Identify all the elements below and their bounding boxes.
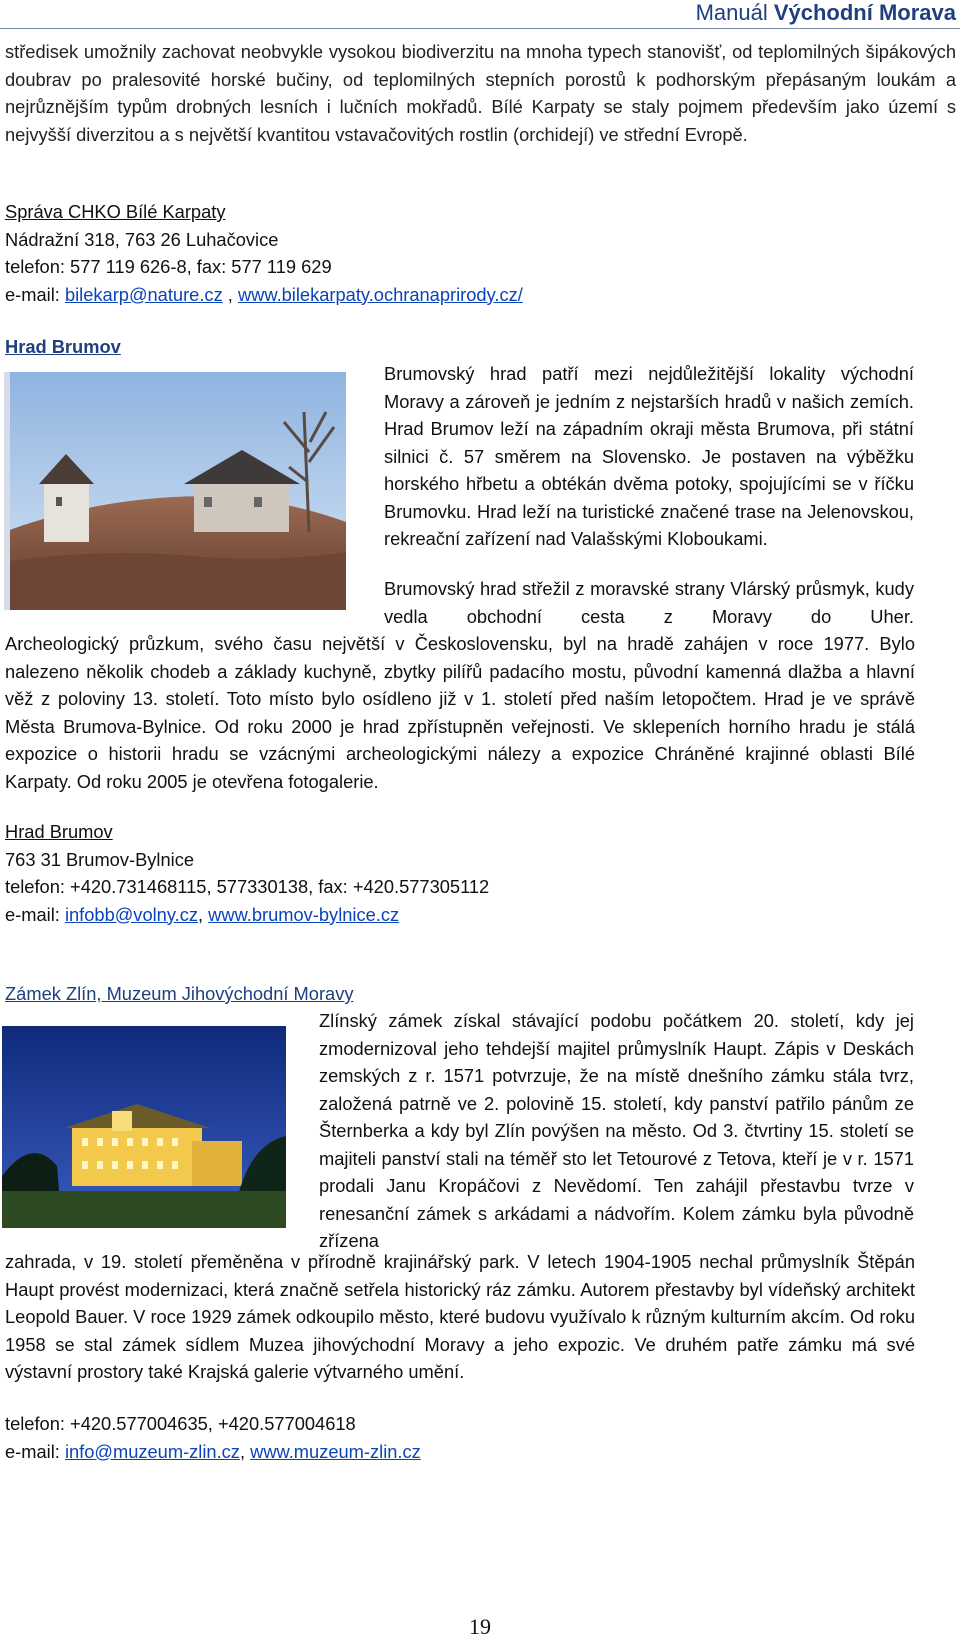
- brumov-float-paragraph-2: Brumovský hrad střežil z moravské strany Vlárský průsmyk, kudy vedla obchodní cesta z Moravy do Uher.: [384, 578, 914, 627]
- brumov-castle-illustration: [4, 372, 346, 610]
- header-prefix: Manuál: [695, 0, 774, 25]
- zlin-full-paragraph: zahrada, v 19. století přeměněna v přírodně krajinářský park. V letech 1904-1905 nechal průmyslník Štěpán Haupt provést modernizaci, která značně setřela historický ráz zámku. Autorem přestavby byl vídeňský architekt Leopold Bauer. V roce 1929 zámek odkoupilo město, které budovu využívalo k různým kulturním akcím. Od roku 1958 se stal zámek sídlem Muzea jihovýchodní Moravy a jeho expozic. Ve druhém patře zámku má své výstavní prostory také Krajská galerie výtvarného umění.: [5, 1251, 915, 1382]
- zlin-contact: [5, 1410, 421, 1465]
- header-rule: [0, 28, 960, 29]
- chko-separator: ,: [222, 283, 238, 305]
- zlin-float-paragraph: Zlínský zámek získal stávající podobu počátkem 20. století, kdy jej zmodernizoval jeho tehdejší majitel průmyslník Haupt. Zápis v Deskách zemských z r. 1571 potvrzuje, že na místě dnešního zámku stála tvrz, založená patrně ve 2. polovině 15. století, kdy panství patřilo pánům ze Šternberka a kdy byl Zlín povýšen na město. Od 3. čtvrtiny 15. století se majiteli panství stali na téměř sto let Tetourové z Tetova, kteří je v r. 1571 prodali Janu Kropáčovi z Nevědomí. Ten zahájil přestavbu tvrze v renesanční zámek s arkádami a nádvořím. Kolem zámku byla původně zřízena: [319, 1010, 914, 1251]
- header-bold: Východní Morava: [773, 0, 956, 25]
- zlin-email-label: e-mail:: [5, 1440, 65, 1462]
- chko-email-line: [5, 281, 523, 309]
- brumov-email-line: [5, 901, 489, 929]
- chko-web-link[interactable]: www.bilekarpaty.ochranaprirody.cz/: [237, 283, 523, 305]
- brumov-phone: telefon: +420.731468115, 577330138, fax: +420.577305112: [5, 876, 490, 897]
- brumov-title[interactable]: Hrad Brumov: [5, 336, 121, 357]
- chko-email-link[interactable]: bilekarp@nature.cz: [64, 283, 223, 305]
- brumov-full-paragraph: Archeologický průzkum, svého času největší v Československu, byl na hradě zahájen v roce 1977. Bylo nalezeno několik chodeb a základy kuchyně, zbytky pilířů padacího mostu, původní kamenná dlažba a hlavní věž z poloviny 13. století. Toto místo bylo osídleno již v 1. století před naším letopočtem. Hrad je ve správě Města Brumova-Bylnice. Od roku 2000 je hrad zpřístupněn veřejnosti. Ve sklepeních horního hradu je stálá expozice o historii hradu se vzácnými archeologickými nálezy a expozice Chráněné krajinné oblasti Bílé Karpaty. Od roku 2005 je otevřena fotogalerie.: [5, 633, 915, 792]
- zlin-castle-illustration: [2, 1026, 286, 1228]
- zlin-web-link[interactable]: www.muzeum-zlin.cz: [250, 1440, 421, 1462]
- chko-address: Nádražní 318, 763 26 Luhačovice: [5, 228, 279, 250]
- brumov-address: 763 31 Brumov-Bylnice: [5, 848, 194, 870]
- intro-paragraph: středisek umožnily zachovat neobvykle vysokou biodiverzitu na mnoha typech stanovišť, od teplomilných šipákových doubrav po pralesovité horské bučiny, od teplomilných stepních porostů k podhorským přepásaným loukám a nejrůznějším typům drobných lesních i lučních mokřadů. Bílé Karpaty se staly pojmem především jako území s nejvyšší diverzitou a s největší kvantitou vstavačovitých rostlin (orchidejí) ve střední Evropě.: [5, 41, 956, 145]
- brumov-email-link[interactable]: infobb@volny.cz: [64, 903, 198, 925]
- brumov-castle-photo: [4, 372, 346, 610]
- brumov-web-link[interactable]: www.brumov-bylnice.cz: [208, 903, 400, 925]
- brumov-float-paragraph-1: Brumovský hrad patří mezi nejdůležitější lokality východní Moravy a zároveň je jedním z nejstarších hradů v našich zemích. Hrad Brumov leží na západním okraji města Brumova, při státní silnici č. 57 směrem na Slovensko. Je postaven na výběžku horského hřbetu a obtékán dvěma potoky, spojujícími se v říčku Brumovku. Hrad leží na turistické značené trase na Jelenovskou, rekreační zařízení nad Valašskými Kloboukami.: [384, 363, 914, 549]
- chko-email-label: e-mail:: [5, 283, 65, 305]
- chko-phone: telefon: 577 119 626-8, fax: 577 119 629: [5, 256, 332, 277]
- zlin-phone: telefon: +420.577004635, +420.577004618: [5, 1413, 356, 1434]
- brumov-separator: ,: [198, 903, 209, 925]
- brumov-contact-name: Hrad Brumov: [5, 821, 113, 842]
- chko-contact: [5, 198, 523, 308]
- zlin-title[interactable]: Zámek Zlín, Muzeum Jihovýchodní Moravy: [5, 983, 354, 1004]
- zlin-castle-photo: [2, 1026, 286, 1228]
- brumov-email-label: e-mail:: [5, 903, 65, 925]
- page-number: 19: [469, 1614, 491, 1639]
- zlin-email-link[interactable]: info@muzeum-zlin.cz: [64, 1440, 240, 1462]
- zlin-separator: ,: [239, 1440, 251, 1462]
- chko-name: Správa CHKO Bílé Karpaty: [5, 201, 226, 222]
- zlin-email-line: [5, 1438, 421, 1466]
- brumov-contact: [5, 818, 489, 928]
- running-header: [696, 0, 956, 28]
